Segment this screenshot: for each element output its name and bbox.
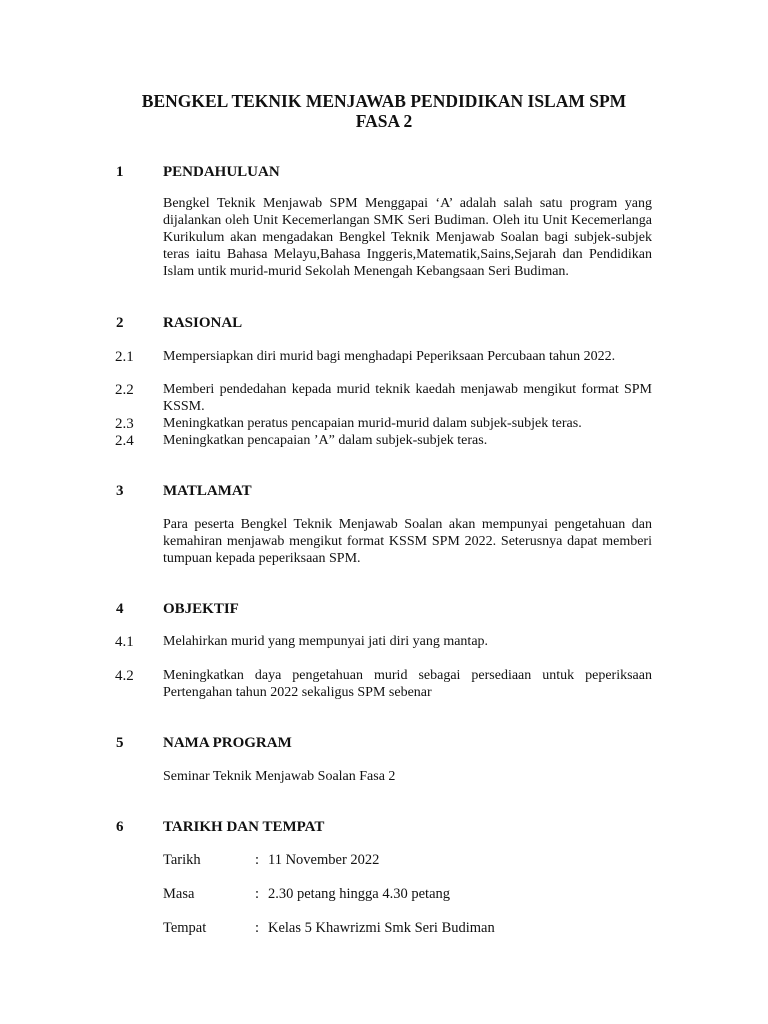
venue-value: Kelas 5 Khawrizmi Smk Seri Budiman bbox=[268, 920, 495, 936]
section-3-heading: MATLAMAT bbox=[163, 483, 252, 499]
item-2-4-number: 2.4 bbox=[115, 433, 134, 449]
item-2-3-number: 2.3 bbox=[115, 416, 134, 432]
item-2-2-number: 2.2 bbox=[115, 382, 134, 398]
document-title-line2: FASA 2 bbox=[355, 111, 413, 131]
section-4-heading: OBJEKTIF bbox=[163, 601, 239, 617]
time-label: Masa bbox=[163, 886, 195, 902]
section-5-number: 5 bbox=[116, 735, 124, 751]
section-5-heading: NAMA PROGRAM bbox=[163, 735, 292, 751]
item-2-1-number: 2.1 bbox=[115, 349, 134, 365]
venue-label: Tempat bbox=[163, 920, 207, 936]
venue-colon: : bbox=[255, 920, 260, 936]
date-value: 11 November 2022 bbox=[268, 852, 380, 868]
item-2-3-text: Meningkatkan peratus pencapaian murid-murid dalam subjek-subjek teras. bbox=[163, 416, 582, 431]
item-2-4-text: Meningkatkan pencapaian ’A” dalam subjek-subjek teras. bbox=[163, 433, 488, 448]
section-2-heading: RASIONAL bbox=[163, 315, 243, 331]
date-label: Tarikh bbox=[163, 852, 201, 868]
item-4-1-number: 4.1 bbox=[115, 634, 134, 650]
section-1-paragraph: Bengkel Teknik Menjawab SPM Menggapai ‘A’ adalah salah satu program yang dijalankan oleh Unit Kecemerlangan SMK Seri Budiman. Oleh itu Unit Kecemerlanga Kurikulum akan mengadakan Bengkel Teknik Menjawab Soalan bagi subjek-subjek teras iaitu Bahasa Melayu,Bahasa Inggeris,Matematik,Sains,Sejarah dan Pendidikan Islam untik murid-murid Sekolah Menengah Kebangsaan Seri Budiman. bbox=[163, 196, 652, 279]
section-4-number: 4 bbox=[116, 601, 124, 617]
section-6-heading: TARIKH DAN TEMPAT bbox=[163, 819, 325, 835]
item-4-1-text: Melahirkan murid yang mempunyai jati diri yang mantap. bbox=[163, 634, 489, 649]
program-name: Seminar Teknik Menjawab Soalan Fasa 2 bbox=[163, 769, 396, 784]
date-colon: : bbox=[255, 852, 260, 868]
section-6-number: 6 bbox=[116, 819, 124, 835]
item-2-2-text: Memberi pendedahan kepada murid teknik kaedah menjawab mengikut format SPM KSSM. bbox=[163, 382, 652, 414]
time-colon: : bbox=[255, 886, 260, 902]
item-2-1-text: Mempersiapkan diri murid bagi menghadapi Peperiksaan Percubaan tahun 2022. bbox=[163, 349, 616, 364]
item-4-2-text: Meningkatkan daya pengetahuan murid sebagai persediaan untuk peperiksaan Pertengahan tahun 2022 sekaligus SPM sebenar bbox=[163, 668, 652, 700]
section-1-heading: PENDAHULUAN bbox=[163, 164, 280, 180]
section-1-number: 1 bbox=[116, 164, 124, 180]
section-2-number: 2 bbox=[116, 315, 124, 331]
time-value: 2.30 petang hingga 4.30 petang bbox=[268, 886, 451, 902]
item-4-2-number: 4.2 bbox=[115, 668, 134, 684]
document-title-line1: BENGKEL TEKNIK MENJAWAB PENDIDIKAN ISLAM SPM bbox=[141, 91, 627, 111]
section-3-paragraph: Para peserta Bengkel Teknik Menjawab Soalan akan mempunyai pengetahuan dan kemahiran menjawab mengikut format KSSM SPM 2022. Seterusnya dapat memberi tumpuan kepada peperiksaan SPM. bbox=[163, 517, 652, 566]
section-3-number: 3 bbox=[116, 483, 124, 499]
